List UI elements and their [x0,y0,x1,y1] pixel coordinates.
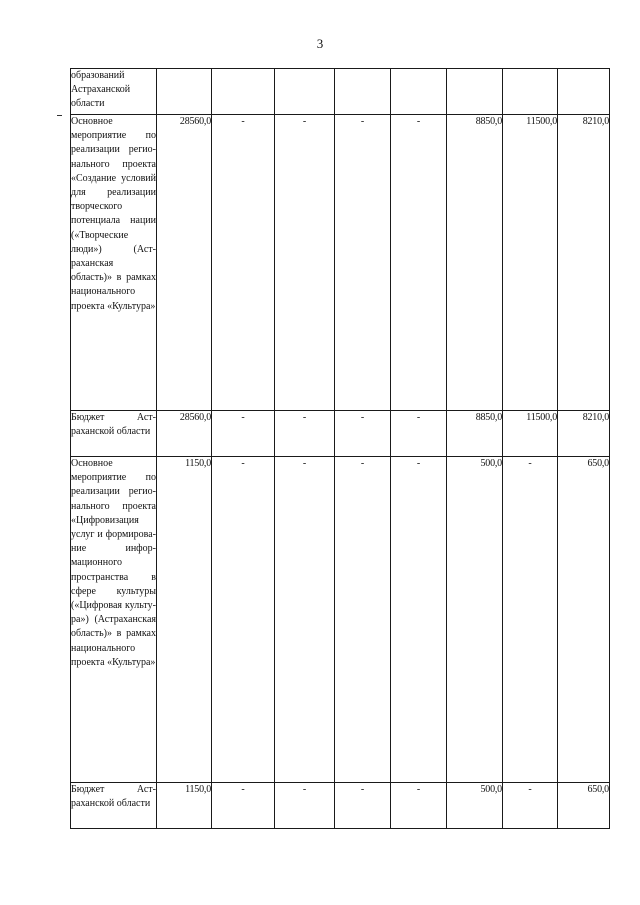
cell-year-5: 8850,0 [447,115,503,411]
row-label: образований Астраханской области [71,69,157,115]
table-body [71,69,610,829]
cell-year-4: - [391,783,447,829]
cell-year-5: 500,0 [447,783,503,829]
cell-year-3: - [335,411,391,457]
cell-year-2: - [275,783,335,829]
table-row [71,411,610,457]
cell-year-6 [503,69,558,115]
cell-year-1: - [212,783,275,829]
cell-total [157,69,212,115]
cell-year-7: 8210,0 [558,115,610,411]
cell-year-2 [275,69,335,115]
cell-total: 28560,0 [157,411,212,457]
cell-year-4: - [391,457,447,783]
cell-year-6: - [503,457,558,783]
cell-year-3: - [335,783,391,829]
row-label: Бюджет Астраханской области [71,783,157,829]
cell-year-2: - [275,411,335,457]
cell-year-5: 8850,0 [447,411,503,457]
row-label: Бюджет Астраханской области [71,411,157,457]
cell-year-3 [335,69,391,115]
cell-year-7 [558,69,610,115]
cell-year-7: 8210,0 [558,411,610,457]
table-row [71,69,610,115]
cell-year-1: - [212,411,275,457]
margin-mark [57,115,62,116]
cell-year-3: - [335,457,391,783]
cell-year-1: - [212,457,275,783]
row-label: Основное мероприятие по реализации регионального проекта «Создание условий для реализации творческого потенциала нации («Творческие люди») (Астраханская область)» в рамках национального проекта «Культура» [71,115,157,411]
cell-year-4: - [391,411,447,457]
cell-year-7: 650,0 [558,457,610,783]
budget-table [70,68,610,829]
cell-total: 28560,0 [157,115,212,411]
row-label: Основное мероприятие по реализации регионального проекта «Цифровизация услуг и формирование информационного пространства в сфере культуры («Цифровая культура») (Астраханская область)» в рамках национального проекта «Культура» [71,457,157,783]
cell-year-2: - [275,115,335,411]
cell-year-7: 650,0 [558,783,610,829]
cell-year-4 [391,69,447,115]
table-row [71,783,610,829]
cell-year-1: - [212,115,275,411]
cell-year-5: 500,0 [447,457,503,783]
cell-year-4: - [391,115,447,411]
cell-year-6: 11500,0 [503,411,558,457]
cell-year-5 [447,69,503,115]
page-number: 3 [316,36,324,51]
cell-year-6: 11500,0 [503,115,558,411]
cell-year-3: - [335,115,391,411]
cell-year-2: - [275,457,335,783]
cell-year-1 [212,69,275,115]
cell-total: 1150,0 [157,783,212,829]
table-row [71,457,610,783]
table-row [71,115,610,411]
cell-total: 1150,0 [157,457,212,783]
cell-year-6: - [503,783,558,829]
